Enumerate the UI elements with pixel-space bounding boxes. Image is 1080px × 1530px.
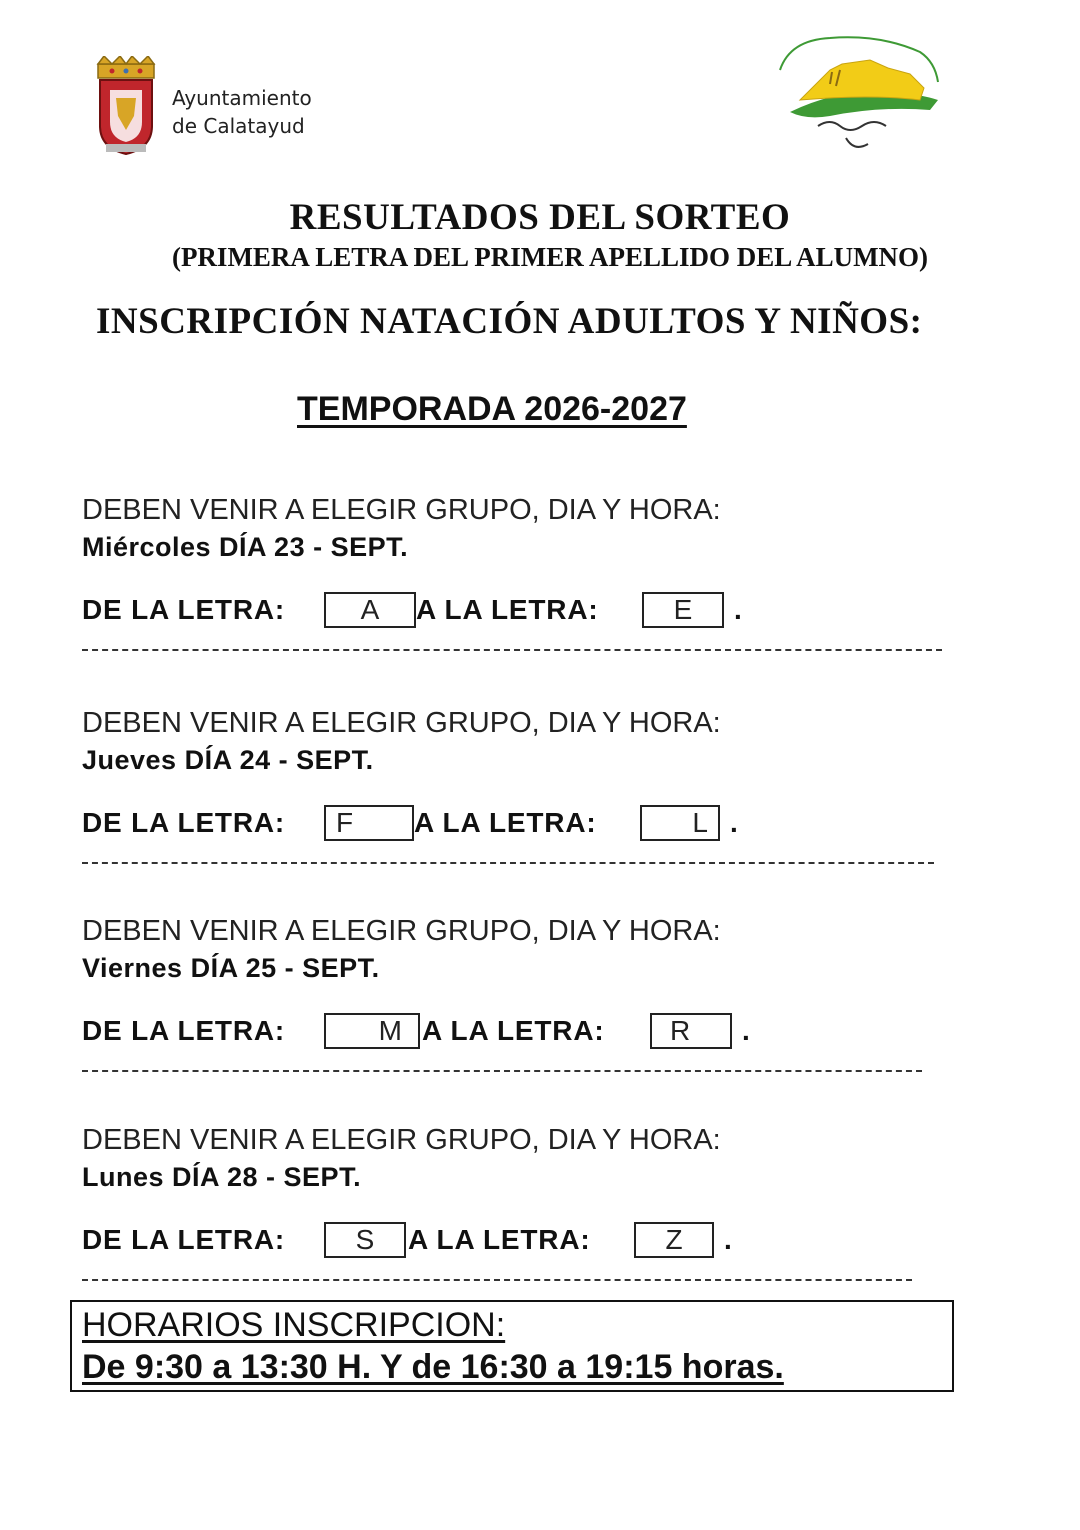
municipality-name-line1: Ayuntamiento: [172, 86, 312, 110]
schedule-intro: DEBEN VENIR A ELEGIR GRUPO, DIA Y HORA:: [82, 494, 721, 526]
schedule-intro: DEBEN VENIR A ELEGIR GRUPO, DIA Y HORA:: [82, 1124, 721, 1156]
season-title: TEMPORADA 2026-2027: [297, 390, 687, 428]
schedule-day: Lunes DÍA 28 - SEPT.: [82, 1162, 362, 1192]
letter-range: [82, 592, 982, 632]
from-letter-label: DE LA LETRA:: [82, 594, 285, 625]
schedule-block-4: [82, 1124, 962, 1324]
registration-hours-box: [70, 1300, 954, 1392]
page-subtitle: (PRIMERA LETRA DEL PRIMER APELLIDO DEL ALUMNO): [171, 242, 929, 272]
schedule-block-3: [82, 915, 962, 1115]
municipality-name: [172, 84, 312, 140]
schedule-block-1: [82, 494, 962, 694]
schedule-day: Jueves DÍA 24 - SEPT.: [82, 745, 374, 775]
letter-range: [82, 1222, 982, 1262]
range-period: .: [734, 594, 742, 625]
to-letter-label: A LA LETRA:: [414, 807, 597, 838]
to-letter-box: L: [640, 805, 720, 841]
dashed-divider: [82, 1279, 912, 1281]
schedule-intro: DEBEN VENIR A ELEGIR GRUPO, DIA Y HORA:: [82, 915, 721, 947]
letter-range: [82, 805, 982, 845]
to-letter-box: E: [642, 592, 724, 628]
schedule-block-2: [82, 707, 962, 907]
dashed-divider: [82, 862, 934, 864]
dashed-divider: [82, 1070, 922, 1072]
municipality-logo: [92, 56, 352, 156]
to-letter-label: A LA LETRA:: [422, 1015, 605, 1046]
letter-range: [82, 1013, 982, 1053]
range-period: .: [742, 1015, 750, 1046]
schedule-day: Miércoles DÍA 23 - SEPT.: [82, 532, 409, 562]
registration-hours-text: De 9:30 a 13:30 H. Y de 16:30 a 19:15 horas.: [82, 1348, 784, 1386]
page-title: RESULTADOS DEL SORTEO: [289, 197, 791, 238]
to-letter-label: A LA LETRA:: [416, 594, 599, 625]
registration-hours-title: HORARIOS INSCRIPCION:: [82, 1306, 506, 1344]
to-letter-box: Z: [634, 1222, 714, 1258]
from-letter-box: F: [324, 805, 414, 841]
schedule-intro: DEBEN VENIR A ELEGIR GRUPO, DIA Y HORA:: [82, 707, 721, 739]
dashed-divider: [82, 649, 942, 651]
schedule-day: Viernes DÍA 25 - SEPT.: [82, 953, 380, 983]
from-letter-box: A: [324, 592, 416, 628]
coat-of-arms-icon: [92, 56, 160, 156]
to-letter-box: R: [650, 1013, 732, 1049]
range-period: .: [724, 1224, 732, 1255]
from-letter-label: DE LA LETRA:: [82, 1015, 285, 1046]
range-period: .: [730, 807, 738, 838]
municipality-name-line2: de Calatayud: [172, 114, 305, 138]
registration-title: INSCRIPCIÓN NATACIÓN ADULTOS Y NIÑOS:: [96, 301, 923, 342]
from-letter-label: DE LA LETRA:: [82, 807, 285, 838]
from-letter-box: M: [324, 1013, 420, 1049]
to-letter-label: A LA LETRA:: [408, 1224, 591, 1255]
from-letter-box: S: [324, 1222, 406, 1258]
sports-service-logo-icon: [770, 30, 950, 160]
from-letter-label: DE LA LETRA:: [82, 1224, 285, 1255]
